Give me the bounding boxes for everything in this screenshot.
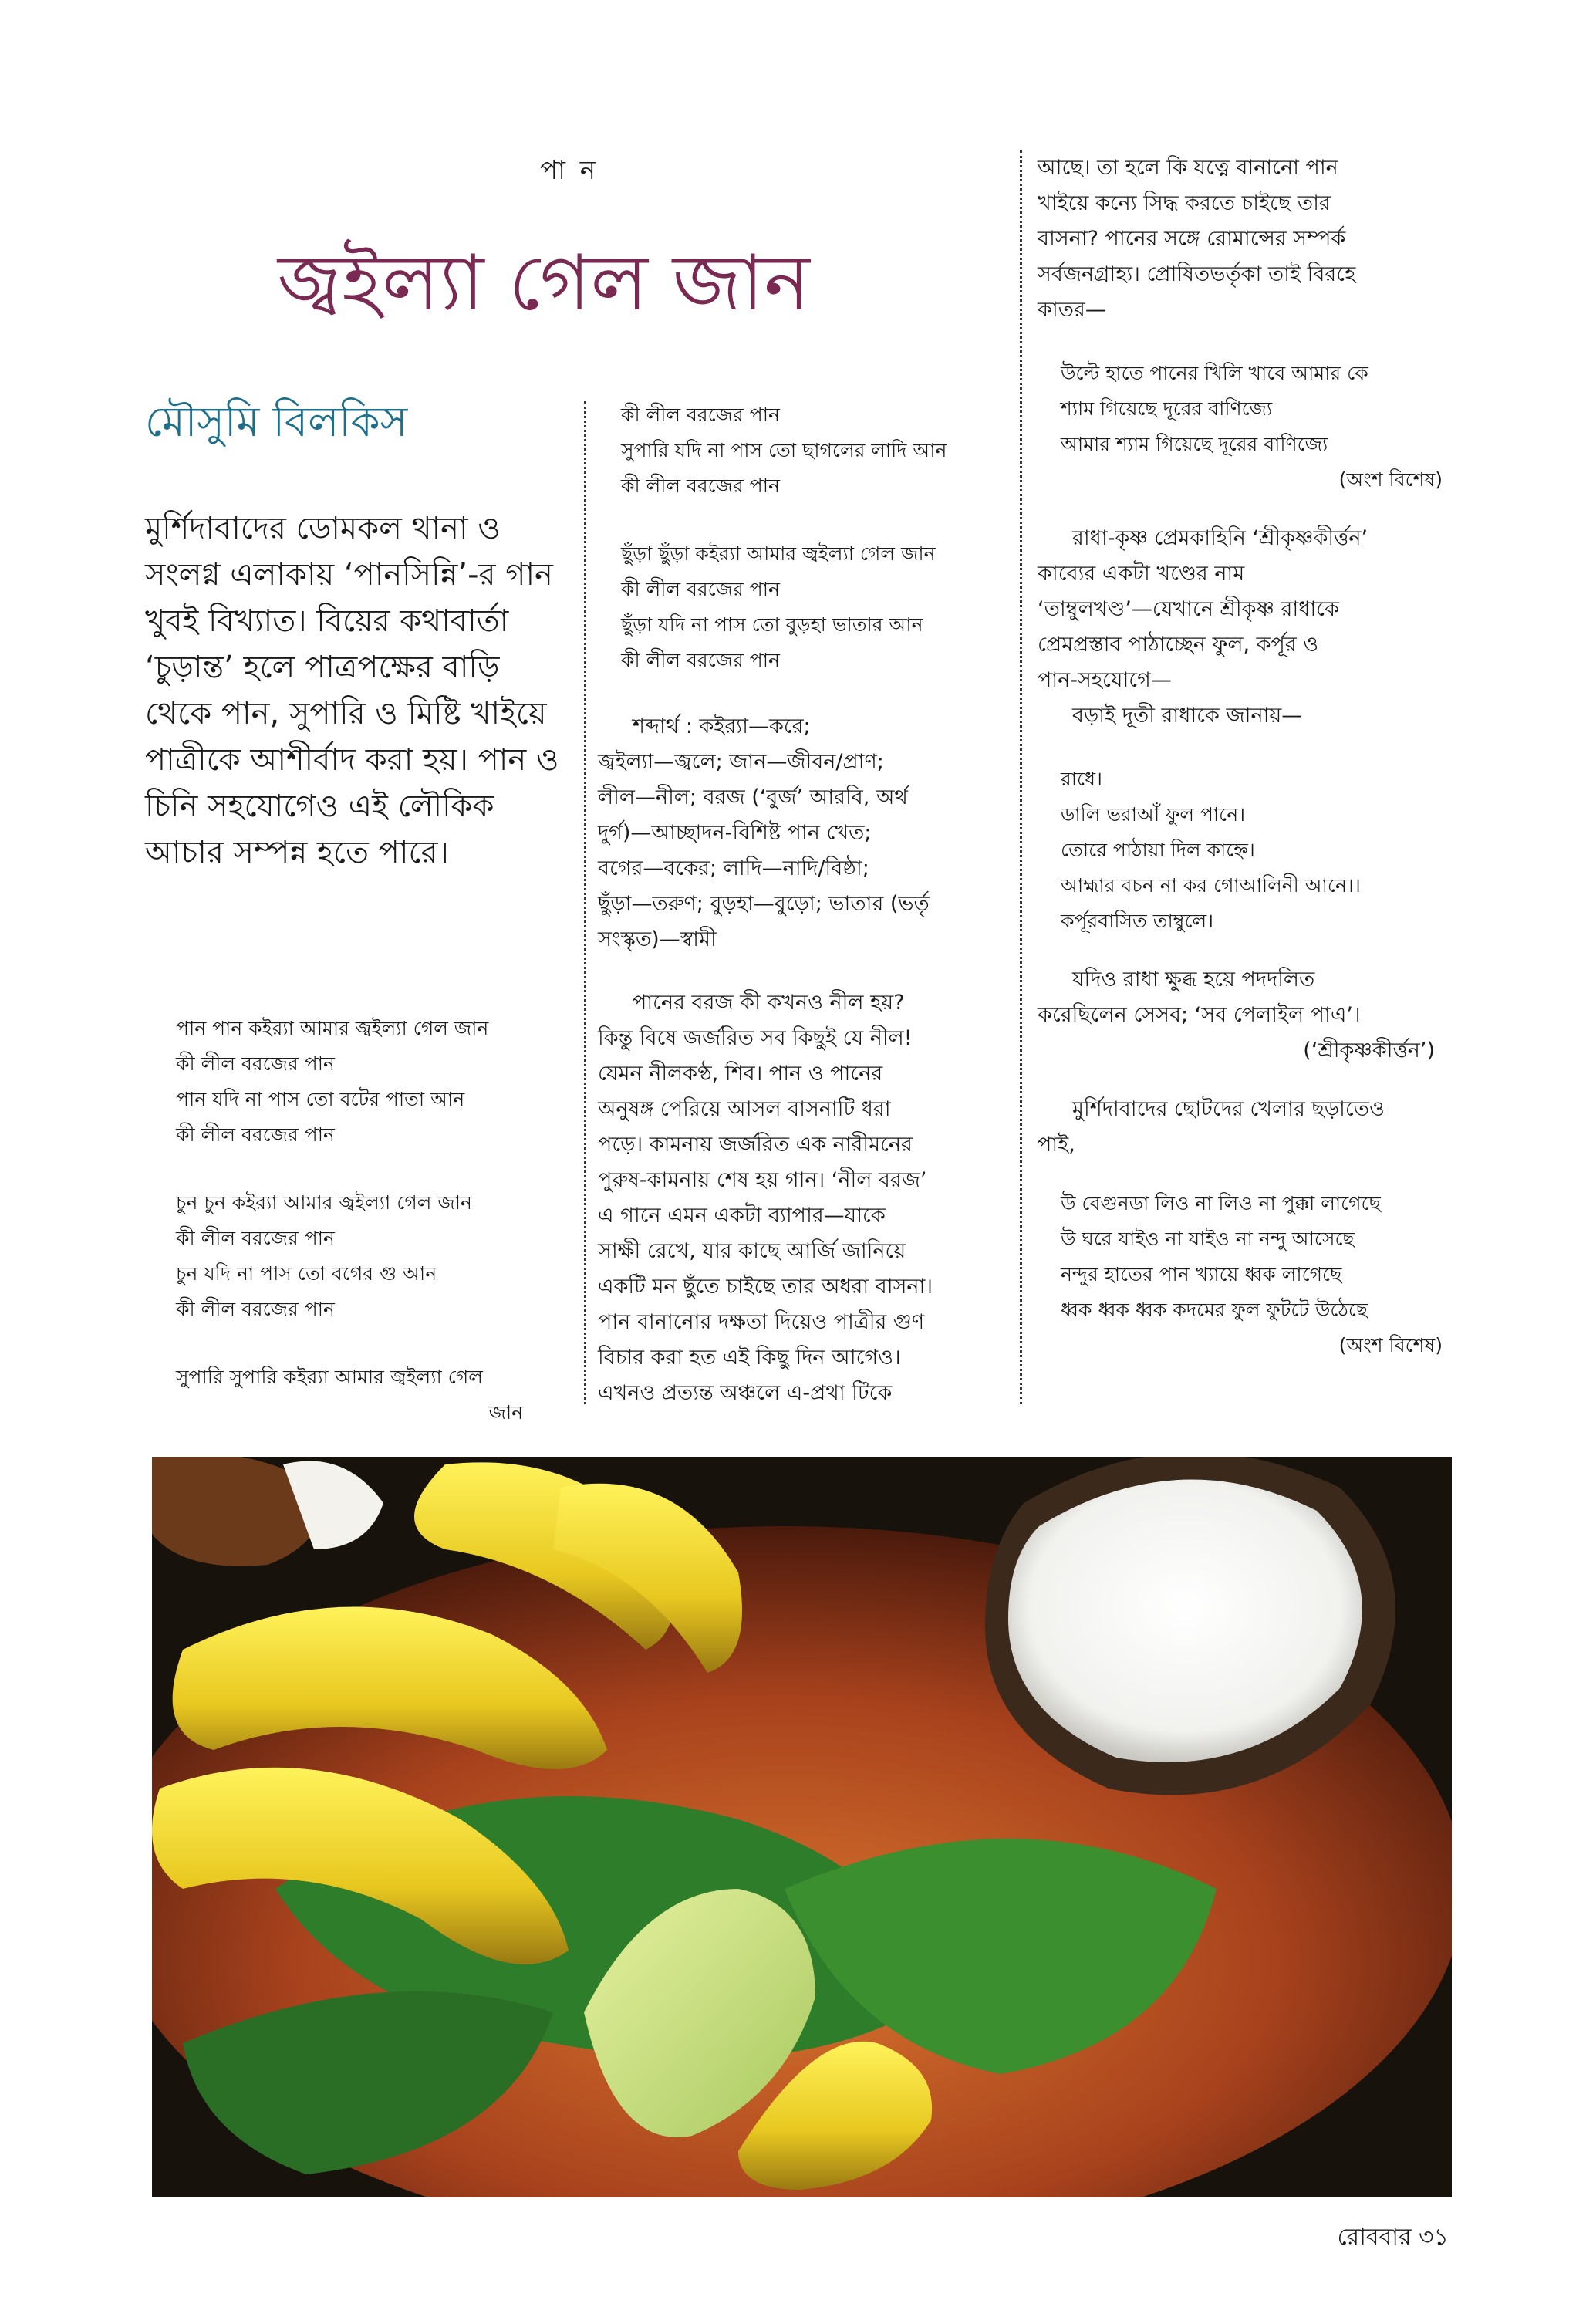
text-line: এখনও প্রত্যন্ত অঞ্চলে এ-প্রথা টিকে xyxy=(598,1381,893,1405)
verse-line: কী লীল বরজের পান xyxy=(176,1123,335,1146)
article-title: জ্বইল্যা গেল জান xyxy=(278,238,810,328)
text-line: এ গানে এমন একটা ব্যাপার—যাকে xyxy=(598,1204,886,1228)
section-label: পা ন xyxy=(540,155,599,186)
verse-line: চুন যদি না পাস তো বগের গু আন xyxy=(176,1262,437,1285)
text-line: পুরুষ-কামনায় শেষ হয় গান। ‘নীল বরজ’ xyxy=(598,1168,927,1192)
verse-line: ছুঁড়া ছুঁড়া কইর‍্যা আমার জ্বইল্যা গেল জান xyxy=(621,542,936,565)
text-line: পান-সহযোগে— xyxy=(1038,668,1172,692)
verse-line: সুপারি সুপারি কইর‍্যা আমার জ্বইল্যা গেল xyxy=(176,1366,483,1388)
text-line: বিচার করা হত এই কিছু দিন আগেও। xyxy=(598,1346,901,1370)
text-line: একটি মন ছুঁতে চাইছে তার অধরা বাসনা। xyxy=(598,1275,933,1299)
verse-line: কী লীল বরজের পান xyxy=(621,404,780,426)
verse-line: পান পান কইর‍্যা আমার জ্বইল্যা গেল জান xyxy=(176,1017,489,1039)
text-line: বাসনা? পানের সঙ্গে রোমান্সের সম্পর্ক xyxy=(1038,227,1346,251)
text-line: খাইয়ে কন্যে সিদ্ধ করতে চাইছে তার xyxy=(1038,191,1331,215)
text-line: পড়ে। কামনায় জর্জরিত এক নারীমনের xyxy=(598,1133,913,1157)
glossary-line: সংস্কৃত)—স্বামী xyxy=(598,927,717,951)
column-divider xyxy=(584,401,586,1404)
verse-line: আমার শ্যাম গিয়েছে দূরের বাণিজ্যে xyxy=(1061,433,1328,455)
text-line: যেমন নীলকণ্ঠ, শিব। পান ও পানের xyxy=(598,1062,883,1086)
text-line: সাক্ষী রেখে, যার কাছে আর্জি জানিয়ে xyxy=(598,1239,906,1263)
body-paragraph xyxy=(1038,150,1458,328)
glossary-line: জ্বইল্যা—জ্বলে; জান—জীবন/প্রাণ; xyxy=(598,750,884,774)
text-line: আছে। তা হলে কি যত্নে বানানো পান xyxy=(1038,156,1338,180)
body-paragraph xyxy=(1038,962,1458,1069)
verse-line: আহ্মার বচন না কর গোআলিনী আনে।। xyxy=(1061,874,1361,897)
verse-line: উ ঘরে যাইও না যাইও না নন্দু আসেছে xyxy=(1061,1228,1355,1250)
text-line: পাই, xyxy=(1038,1133,1075,1157)
text-line: যদিও রাধা ক্ষুব্ধ হয়ে পদদলিত xyxy=(1072,968,1315,991)
verse-line: চুন চুন কইর‍্যা আমার জ্বইল্যা গেল জান xyxy=(176,1191,472,1214)
verse-line: কী লীল বরজের পান xyxy=(621,649,780,671)
column-3 xyxy=(1038,150,1458,1363)
photo-illustration xyxy=(152,1457,1452,2197)
verse-line: ডালি ভরাআঁ ফুল পানে। xyxy=(1061,803,1246,826)
verse-line: কী লীল বরজের পান xyxy=(176,1227,335,1249)
verse-line: কী লীল বরজের পান xyxy=(176,1298,335,1320)
verse-line: জান xyxy=(488,1401,523,1424)
verse-line: শ্যাম গিয়েছে দূরের বাণিজ্যে xyxy=(1061,397,1273,420)
verse-line: ছুঁড়া যদি না পাস তো বুড়হা ভাতার আন xyxy=(621,613,923,636)
column-divider xyxy=(1020,150,1022,1404)
text-line: পানের বরজ কী কখনও নীল হয়? xyxy=(633,991,905,1015)
lead-text: মুর্শিদাবাদের ডোমকল থানা ও সংলগ্ন এলাকায় ‘পানসিন্নি’-র গান খুবই বিখ্যাত। বিয়ের কথাবার্তা ‘চুড়ান্ত’ হলে পাত্রপক্ষের বাড়ি থেকে পান, সুপারি ও মিষ্টি খাইয়ে পাত্রীকে আশীর্বাদ করা হয়। পান ও চিনি সহযোগেও এই লৌকিক আচার সম্পন্ন হতে পারে। xyxy=(145,511,559,870)
verse-column-1 xyxy=(176,1011,569,1431)
verse-note: (অংশ বিশেষ) xyxy=(1338,468,1443,491)
glossary-line: ছুঁড়া—তরুণ; বুড়হা—বুড়ো; ভাতার (ভর্তৃ xyxy=(598,892,930,916)
text-line: প্রেমপ্রস্তাব পাঠাচ্ছেন ফুল, কর্পূর ও xyxy=(1038,633,1319,657)
glossary-line: লীল—নীল; বরজ (‘বুর্জ’ আরবি, অর্থ xyxy=(598,785,908,809)
column-2 xyxy=(598,397,1003,1411)
text-line: কাতর— xyxy=(1038,298,1106,322)
verse-line: রাধে। xyxy=(1061,768,1102,790)
verse-line: নন্দুর হাতের পান খ্যায়ে ধ্বক লাগেছে xyxy=(1061,1263,1342,1285)
verse-line: সুপারি যদি না পাস তো ছাগলের লাদি আন xyxy=(621,439,947,461)
text-line: অনুষঙ্গ পেরিয়ে আসল বাসনাটি ধরা xyxy=(598,1097,891,1121)
text-line: ‘তাম্বুলখণ্ড’—যেখানে শ্রীকৃষ্ণ রাধাকে xyxy=(1038,597,1339,621)
glossary-line: দুর্গ)—আচ্ছাদন-বিশিষ্ট পান খেত; xyxy=(598,821,872,845)
verse-note: (অংশ বিশেষ) xyxy=(1338,1334,1443,1356)
body-paragraph xyxy=(598,985,1003,1411)
verse-line: কর্পূরবাসিত তাম্বুলে। xyxy=(1061,910,1214,932)
glossary-line: বগের—বকের; লাদি—নাদি/বিষ্ঠা; xyxy=(598,856,869,880)
verse-line: কী লীল বরজের পান xyxy=(621,475,780,497)
verse-block xyxy=(1038,356,1458,498)
text-line: মুর্শিদাবাদের ছোটদের খেলার ছড়াতেও xyxy=(1072,1097,1385,1121)
verse-line: ধ্বক ধ্বক ধ্বক কদমের ফুল ফুটটে উঠেছে xyxy=(1061,1299,1368,1321)
verse-line: তোরে পাঠায়া দিল কাহ্নে। xyxy=(1061,839,1255,861)
text-line: বড়াই দূতী রাধাকে জানায়— xyxy=(1072,704,1303,728)
body-paragraph xyxy=(1038,521,1458,734)
text-line: পান বানানোর দক্ষতা দিয়েও পাত্রীর গুণ xyxy=(598,1310,925,1334)
banana-coconut-photo xyxy=(152,1457,1452,2197)
verse-line: উ বেগুনডা লিও না লিও না পুক্কা লাগেছে xyxy=(1061,1192,1381,1214)
source-citation: (‘শ্রীকৃষ্ণকীর্ত্তন’) xyxy=(1303,1039,1435,1062)
verse-line: কী লীল বরজের পান xyxy=(176,1052,335,1075)
verse-line: পান যদি না পাস তো বটের পাতা আন xyxy=(176,1088,465,1110)
verse-block xyxy=(1038,762,1458,939)
author-name: মৌসুমি বিলকিস xyxy=(145,397,408,446)
lead-paragraph xyxy=(145,505,573,876)
glossary-line: শব্দার্থ : কইর‍্যা—করে; xyxy=(633,714,811,738)
text-line: কিন্তু বিষে জর্জরিত সব কিছুই যে নীল! xyxy=(598,1026,913,1050)
verse-line: কী লীল বরজের পান xyxy=(621,578,780,600)
verse-block xyxy=(1038,1186,1458,1363)
verse-line: উল্টে হাতে পানের খিলি খাবে আমার কে xyxy=(1061,362,1368,384)
text-line: রাধা-কৃষ্ণ প্রেমকাহিনি ‘শ্রীকৃষ্ণকীর্ত্তন’ xyxy=(1072,526,1368,550)
text-line: করেছিলেন সেসব; ‘সব পেলাইল পাএ’। xyxy=(1038,1003,1361,1027)
verse-block xyxy=(598,397,1003,678)
body-paragraph xyxy=(1038,1092,1458,1163)
text-line: সর্বজনগ্রাহ্য। প্রোষিতভর্তৃকা তাই বিরহে xyxy=(1038,262,1356,286)
text-line: কাব্যের একটা খণ্ডের নাম xyxy=(1038,562,1245,586)
page-footer: রোববার ৩১ xyxy=(1337,2224,1449,2251)
glossary xyxy=(598,709,1003,958)
